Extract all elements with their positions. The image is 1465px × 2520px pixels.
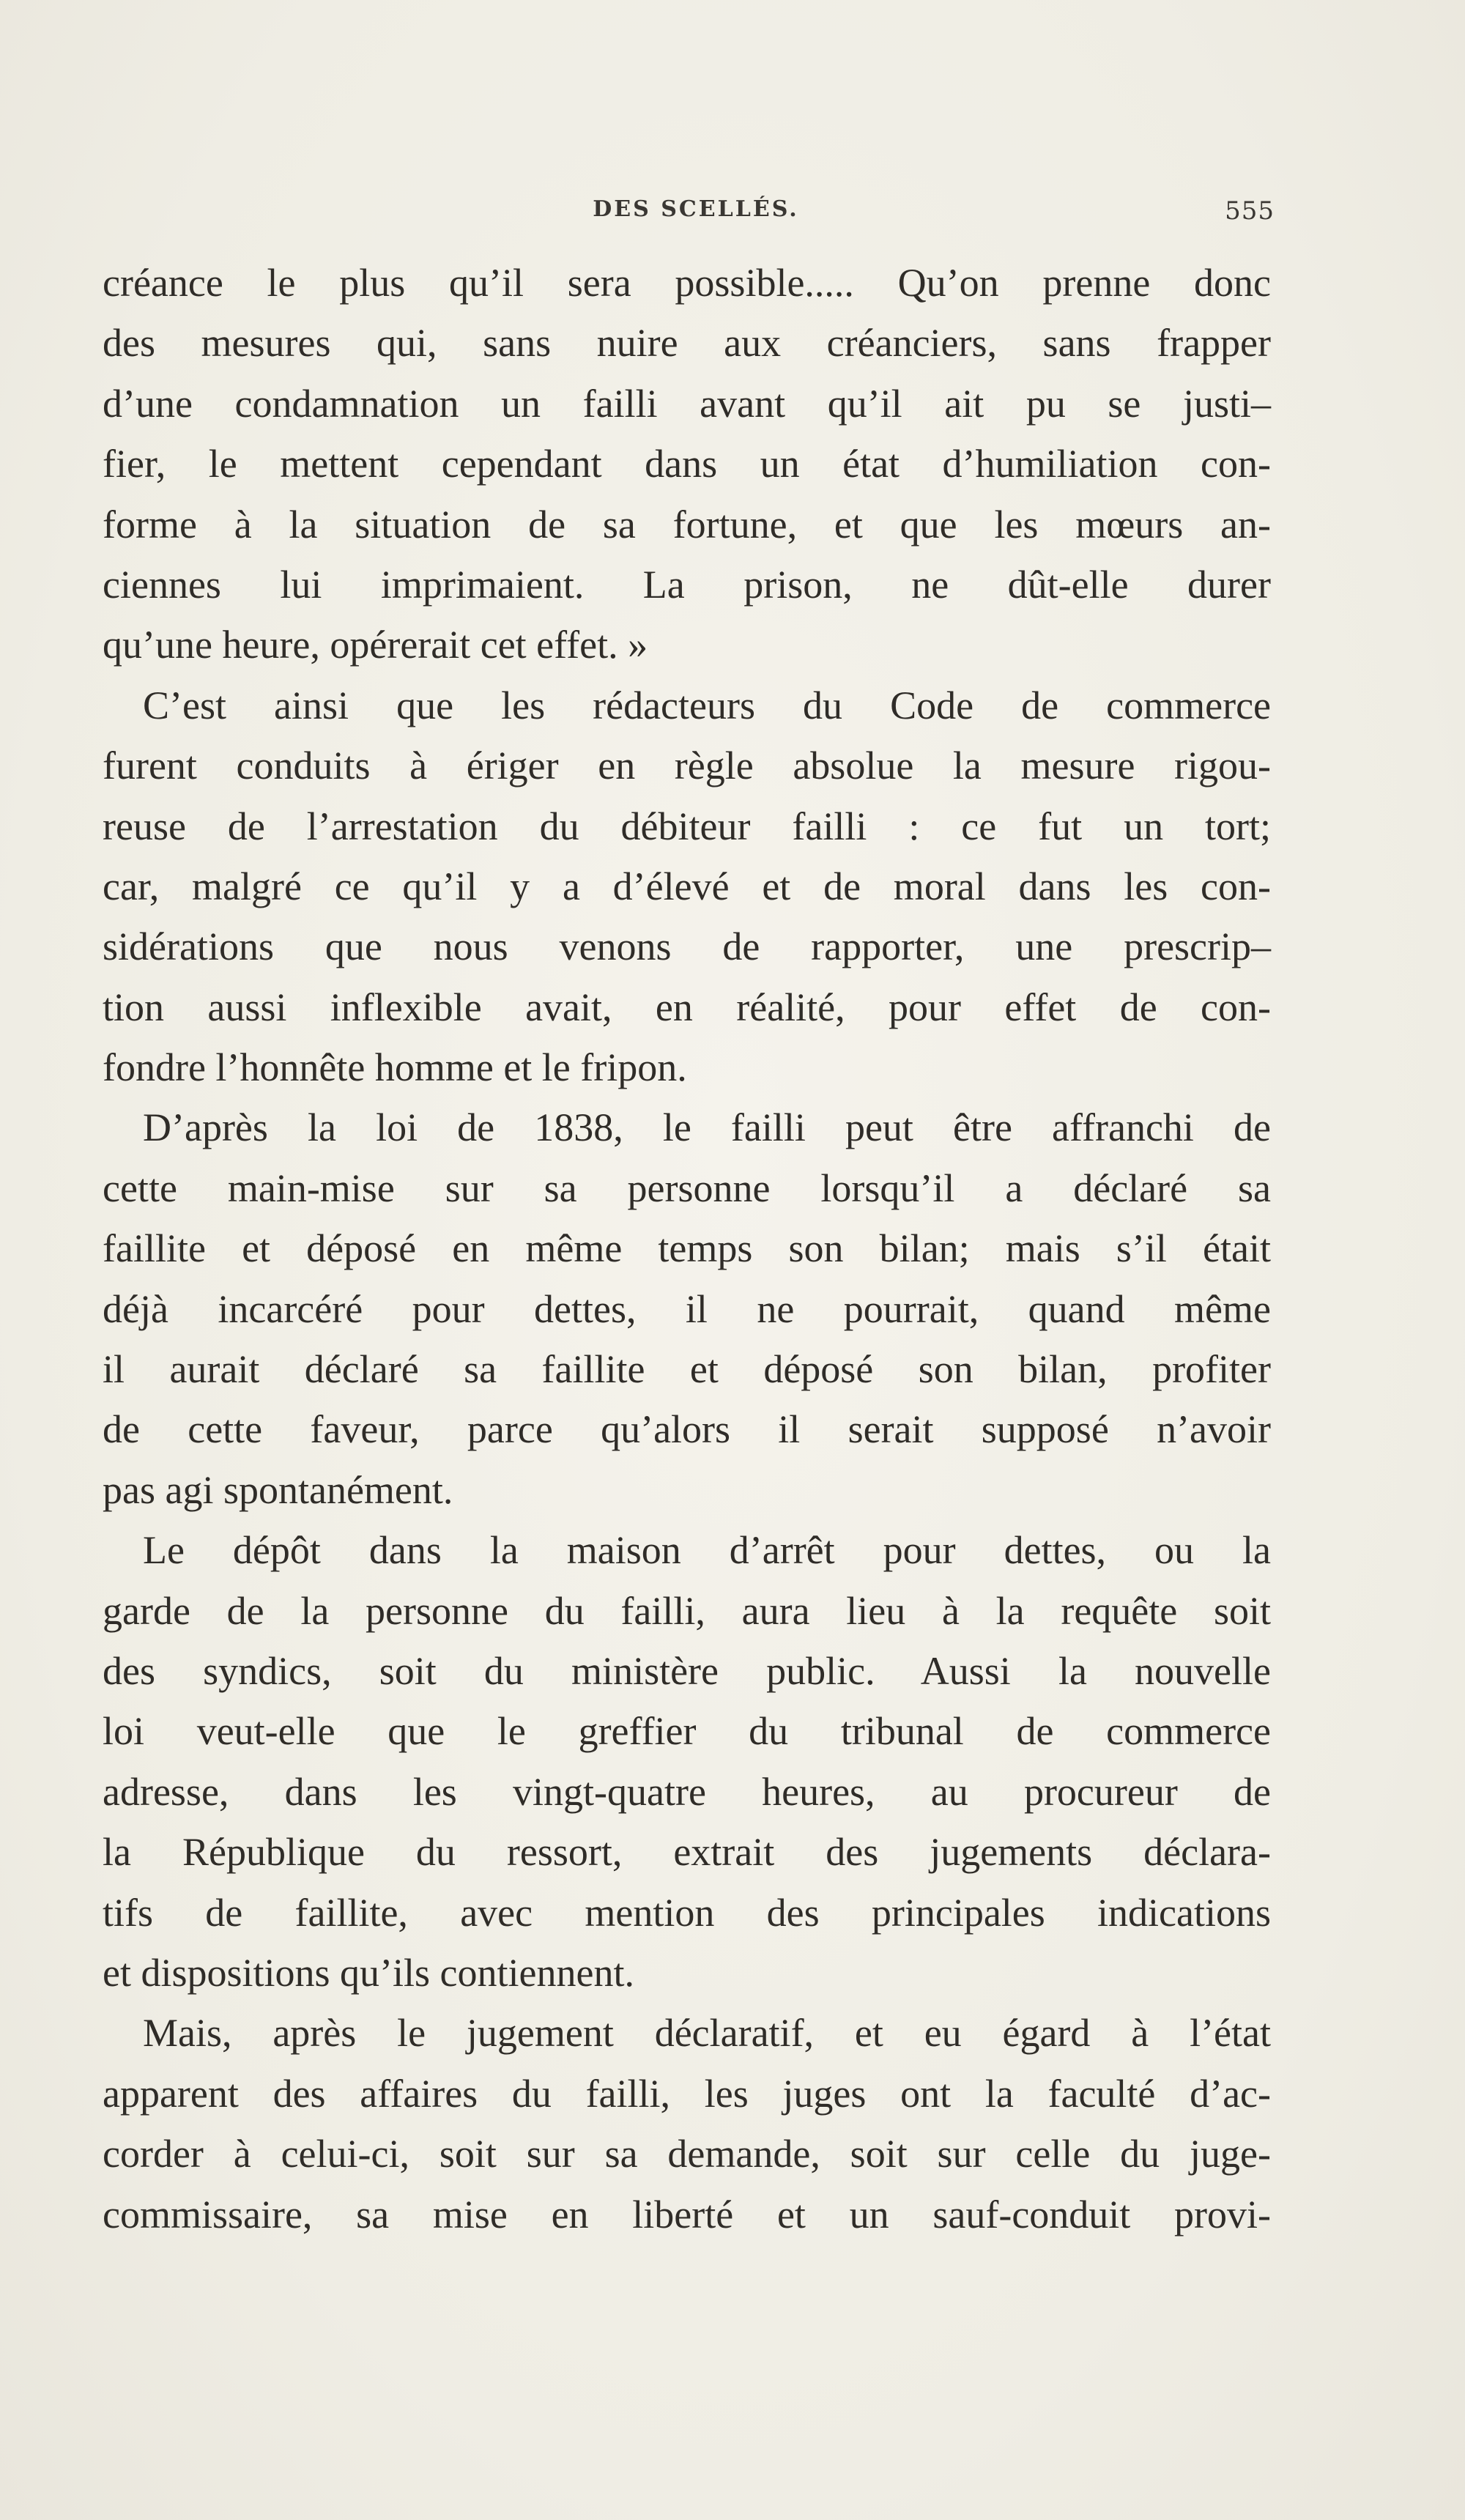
text-line: garde de la personne du failli, aura lieu à la requête soit: [103, 1588, 1271, 1633]
text-line: qu’une heure, opérerait cet effet. »: [103, 623, 648, 667]
text-line: d’une condamnation un failli avant qu’il ait pu se justi–: [103, 381, 1271, 426]
body-text: [103, 253, 1271, 2245]
text-line: faillite et déposé en même temps son bilan; mais s’il était: [103, 1226, 1271, 1271]
page-header: [117, 196, 1275, 230]
text-line: furent conduits à ériger en règle absolue la mesure rigou-: [103, 744, 1271, 788]
running-head: DES SCELLÉS.: [593, 196, 799, 222]
text-line: des mesures qui, sans nuire aux créanciers, sans frapper: [103, 321, 1271, 366]
text-line: sidérations que nous venons de rapporter, une prescrip–: [103, 924, 1271, 969]
text-line: pas agi spontanément.: [103, 1467, 453, 1512]
text-line: C’est ainsi que les rédacteurs du Code de commerce: [143, 683, 1271, 727]
text-line: de cette faveur, parce qu’alors il serait supposé n’avoir: [103, 1407, 1271, 1452]
text-line: Mais, après le jugement déclaratif, et eu égard à l’état: [143, 2011, 1271, 2056]
text-line: tifs de faillite, avec mention des principales indications: [103, 1890, 1271, 1935]
text-line: la République du ressort, extrait des jugements déclara-: [103, 1830, 1271, 1875]
text-line: forme à la situation de sa fortune, et que les mœurs an-: [103, 502, 1271, 546]
text-line: tion aussi inflexible avait, en réalité, pour effet de con-: [103, 985, 1271, 1029]
text-line: Le dépôt dans la maison d’arrêt pour dettes, ou la: [143, 1528, 1271, 1573]
text-line: loi veut-elle que le greffier du tribunal de commerce: [103, 1709, 1271, 1754]
text-line: car, malgré ce qu’il y a d’élevé et de moral dans les con-: [103, 864, 1271, 908]
text-line: ciennes lui imprimaient. La prison, ne dût-elle durer: [103, 562, 1271, 607]
text-line: reuse de l’arrestation du débiteur failli : ce fut un tort;: [103, 804, 1271, 848]
text-line: déjà incarcéré pour dettes, il ne pourrait, quand même: [103, 1286, 1271, 1331]
text-line: commissaire, sa mise en liberté et un sauf-conduit provi-: [103, 2192, 1271, 2236]
text-line: cette main-mise sur sa personne lorsqu’il a déclaré sa: [103, 1166, 1271, 1210]
text-line: adresse, dans les vingt-quatre heures, au procureur de: [103, 1769, 1271, 1814]
text-line: il aurait déclaré sa faillite et déposé son bilan, profiter: [103, 1347, 1271, 1392]
text-line: fier, le mettent cependant dans un état d’humiliation con-: [103, 442, 1271, 486]
text-line: corder à celui-ci, soit sur sa demande, soit sur celle du juge-: [103, 2132, 1271, 2176]
text-line: fondre l’honnête homme et le fripon.: [103, 1045, 687, 1090]
text-line: des syndics, soit du ministère public. Aussi la nouvelle: [103, 1648, 1271, 1693]
text-line: D’après la loi de 1838, le failli peut être affranchi de: [143, 1105, 1271, 1150]
text-line: apparent des affaires du failli, les juges ont la faculté d’ac-: [103, 2071, 1271, 2116]
text-line: créance le plus qu’il sera possible..... Qu’on prenne donc: [103, 261, 1271, 305]
page-number: 555: [1225, 196, 1275, 226]
text-line: et dispositions qu’ils contiennent.: [103, 1950, 634, 1995]
